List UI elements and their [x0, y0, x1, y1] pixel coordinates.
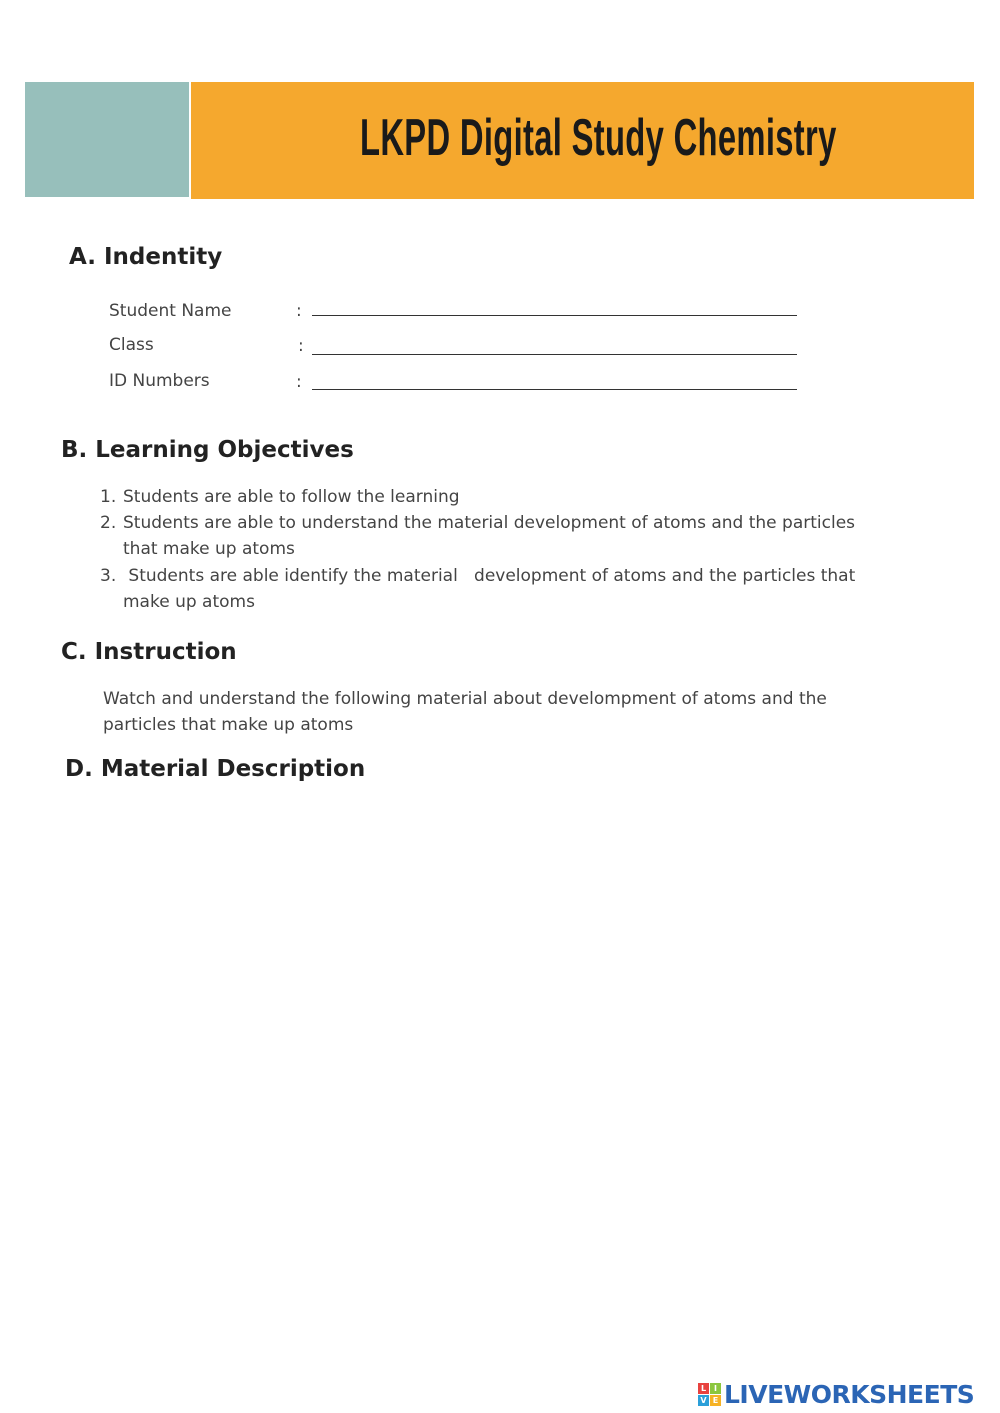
student-name-input-line[interactable]: [312, 315, 797, 316]
field-label: Class: [109, 335, 154, 355]
field-colon: :: [298, 336, 304, 356]
list-item-number: 1.: [100, 487, 117, 507]
logo-text: LIVEWORKSHEETS: [724, 1379, 975, 1409]
liveworksheets-logo[interactable]: [698, 1377, 974, 1411]
list-item-text: Students are able to follow the learning: [123, 487, 460, 507]
instruction-paragraph: Watch and understand the following material about develompment of atoms and the particles that make up atoms: [103, 689, 827, 735]
banner-teal-block: [25, 82, 189, 197]
field-label: Student Name: [109, 301, 232, 321]
section-heading-objectives: B. Learning Objectives: [61, 437, 354, 463]
list-item-number: 3.: [100, 566, 117, 586]
section-heading-material: D. Material Description: [65, 756, 366, 782]
list-item-number: 2.: [100, 513, 117, 533]
field-label: ID Numbers: [109, 371, 210, 391]
list-item-text: Students are able to understand the material development of atoms and the particles that make up atoms: [123, 513, 856, 559]
field-colon: :: [296, 301, 302, 321]
section-heading-identity: A. Indentity: [69, 244, 223, 270]
section-heading-instruction: C. Instruction: [61, 639, 237, 665]
list-item-text: Students are able identify the material development of atoms and the particles that make up atoms: [123, 566, 856, 612]
page-title: LKPD Digital Study Chemistry: [360, 109, 837, 167]
field-colon: :: [296, 372, 302, 392]
id-numbers-input-line[interactable]: [312, 389, 797, 390]
class-input-line[interactable]: [312, 354, 797, 355]
logo-mark-icon: L I V E: [698, 1383, 721, 1406]
